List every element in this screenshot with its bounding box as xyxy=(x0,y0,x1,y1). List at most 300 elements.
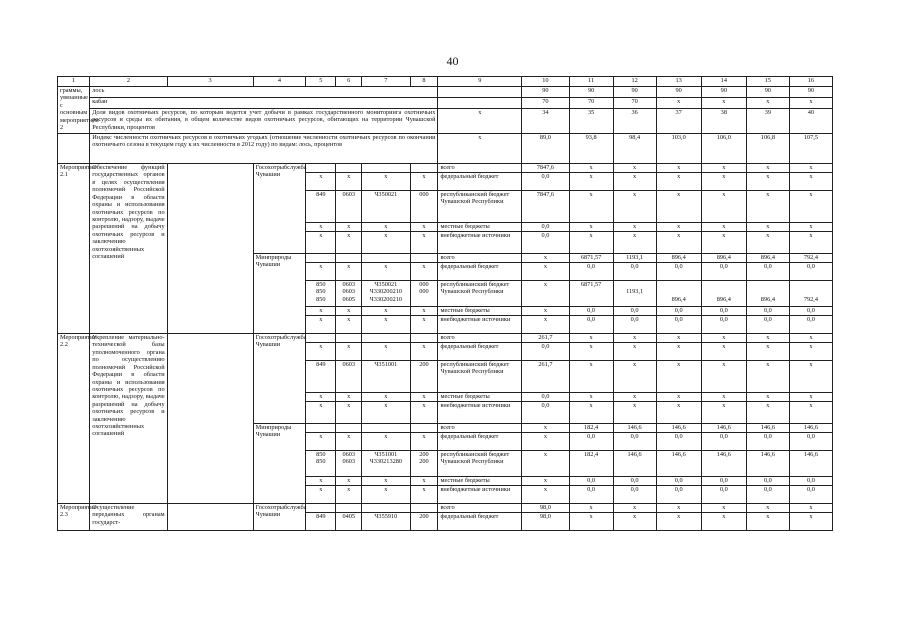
table-cell: 0,0 xyxy=(522,402,569,424)
table-cell: 146,6 xyxy=(701,424,746,433)
table-cell xyxy=(306,254,336,263)
table-cell: х xyxy=(336,307,362,316)
table-cell: х xyxy=(410,263,438,281)
table-cell: 0,0 xyxy=(701,263,746,281)
table-cell: 146,6 xyxy=(701,451,746,477)
table-cell: 0,0 xyxy=(569,307,613,316)
table-cell: Индекс численности охотничьих ресурсов в охотничьих угодьях (отношение численности охотничьих ресурсов по окончании охотничьего сезона в текущем году к их численности в 2012 году) по видам: лось, процентов xyxy=(90,134,438,164)
table-cell: х xyxy=(522,433,569,451)
table-cell: х xyxy=(306,223,336,232)
table-cell: кабан xyxy=(90,98,438,109)
table-cell: 70 xyxy=(522,98,569,109)
table-cell: 146,6 xyxy=(789,451,832,477)
table-cell: 0603 xyxy=(336,191,362,223)
table-cell: 103,0 xyxy=(656,134,701,164)
table-cell: Ч351001 xyxy=(362,361,410,393)
table-cell: 0405 xyxy=(336,513,362,531)
table-cell xyxy=(306,504,336,513)
responsible-org: Госохотрыбслужба Чувашии xyxy=(253,164,306,254)
table-cell xyxy=(362,334,410,343)
table-cell: 106,0 xyxy=(701,134,746,164)
funding-source: федеральный бюджет xyxy=(438,343,522,361)
table-cell: Ч351001 Ч330213280 xyxy=(362,451,410,477)
table-cell: х xyxy=(746,223,789,232)
table-cell: 0603 xyxy=(336,361,362,393)
table-cell: 35 xyxy=(569,109,613,134)
table-cell: х xyxy=(701,164,746,173)
table-cell: 261,7 xyxy=(522,334,569,343)
table-cell: х xyxy=(746,164,789,173)
table-cell: 90 xyxy=(656,87,701,98)
table-cell: х xyxy=(613,232,656,254)
table-cell: х xyxy=(656,334,701,343)
table-cell: х xyxy=(569,232,613,254)
table-cell: 0,0 xyxy=(522,173,569,191)
table-cell: 6871,57 xyxy=(569,254,613,263)
table-cell: 0,0 xyxy=(522,223,569,232)
table-cell: х xyxy=(522,254,569,263)
column-header: 11 xyxy=(569,77,613,87)
table-cell: х xyxy=(701,361,746,393)
table-cell: х xyxy=(336,223,362,232)
column-header: 6 xyxy=(336,77,362,87)
funding-source: внебюджетные источники xyxy=(438,316,522,334)
table-cell: х xyxy=(362,477,410,486)
table-cell: х xyxy=(410,173,438,191)
funding-source: внебюджетные источники xyxy=(438,486,522,504)
table-cell: х xyxy=(569,334,613,343)
table-cell: х xyxy=(789,191,832,223)
table-cell: х xyxy=(569,164,613,173)
table-row xyxy=(58,504,833,513)
table-cell: 0,0 xyxy=(701,486,746,504)
table-cell: х xyxy=(701,513,746,531)
table-cell: х xyxy=(362,263,410,281)
table-cell: 38 xyxy=(701,109,746,134)
table-cell: х xyxy=(522,263,569,281)
table-cell: 000 000 xyxy=(410,281,438,307)
table-row xyxy=(58,134,833,164)
table-cell: 849 xyxy=(306,361,336,393)
table-cell: х xyxy=(613,402,656,424)
table-cell xyxy=(410,504,438,513)
measure-code: Мероприятие 2.3 xyxy=(58,504,90,531)
table-cell: 0603 0603 xyxy=(336,451,362,477)
table-cell xyxy=(362,164,410,173)
table-cell: х xyxy=(522,486,569,504)
table-cell: 0,0 xyxy=(746,433,789,451)
table-cell: 0,0 xyxy=(569,263,613,281)
table-cell: 0,0 xyxy=(613,263,656,281)
table-cell: 896,4 xyxy=(746,254,789,263)
table-cell: х xyxy=(569,393,613,402)
table-cell: х xyxy=(789,361,832,393)
table-cell: х xyxy=(336,486,362,504)
table-cell: х xyxy=(789,334,832,343)
table-cell: х xyxy=(410,232,438,254)
table-cell: х xyxy=(522,424,569,433)
table-cell xyxy=(306,334,336,343)
table-cell: х xyxy=(336,316,362,334)
table-cell: 896,4 xyxy=(746,281,789,307)
table-cell: х xyxy=(746,513,789,531)
table-cell: х xyxy=(569,223,613,232)
table-cell: х xyxy=(336,402,362,424)
table-cell: 0,0 xyxy=(701,307,746,316)
table-cell xyxy=(336,504,362,513)
table-cell: 896,4 xyxy=(656,254,701,263)
table-cell: 0,0 xyxy=(656,307,701,316)
table-cell: х xyxy=(522,477,569,486)
measure-code: Мероприятие 2.2 xyxy=(58,334,90,504)
table-cell: х xyxy=(306,263,336,281)
table-cell: 0,0 xyxy=(746,477,789,486)
table-cell: 0,0 xyxy=(613,486,656,504)
table-cell: 000 xyxy=(410,191,438,223)
funding-source: федеральный бюджет xyxy=(438,173,522,191)
funding-source: внебюджетные источники xyxy=(438,402,522,424)
table-cell: х xyxy=(613,361,656,393)
table-cell: х xyxy=(306,433,336,451)
table-cell: 70 xyxy=(569,98,613,109)
table-cell xyxy=(167,504,253,531)
table-cell: 37 xyxy=(656,109,701,134)
funding-source: всего xyxy=(438,334,522,343)
table-row xyxy=(58,98,833,109)
funding-source: местные бюджеты xyxy=(438,393,522,402)
table-cell: 0,0 xyxy=(569,486,613,504)
table-cell: х xyxy=(569,402,613,424)
table-cell: х xyxy=(746,334,789,343)
table-cell: 98,0 xyxy=(522,513,569,531)
table-cell: 0,0 xyxy=(746,486,789,504)
table-row xyxy=(58,334,833,343)
table-cell: х xyxy=(522,281,569,307)
table-cell: 146,6 xyxy=(656,424,701,433)
table-cell: 7847,6 xyxy=(522,191,569,223)
table-cell xyxy=(410,164,438,173)
table-cell: 7847,6 xyxy=(522,164,569,173)
table-cell: 182,4 xyxy=(569,424,613,433)
table-cell: 0,0 xyxy=(701,477,746,486)
table-cell xyxy=(336,424,362,433)
table-cell: х xyxy=(410,393,438,402)
table-cell: 36 xyxy=(613,109,656,134)
table-cell: х xyxy=(336,477,362,486)
table-cell xyxy=(438,87,522,98)
table-cell: х xyxy=(362,402,410,424)
table-cell: 261,7 xyxy=(522,361,569,393)
table-cell: х xyxy=(410,307,438,316)
measure-code: Мероприятие 2.1 xyxy=(58,164,90,334)
funding-source: внебюджетные источники xyxy=(438,232,522,254)
table-cell: х xyxy=(701,191,746,223)
table-cell: 34 xyxy=(522,109,569,134)
table-cell: х xyxy=(656,504,701,513)
table-cell: х xyxy=(613,223,656,232)
table-cell: х xyxy=(746,232,789,254)
table-cell: х xyxy=(656,173,701,191)
table-cell: 146,6 xyxy=(613,451,656,477)
table-cell: 850 850 xyxy=(306,451,336,477)
table-cell: х xyxy=(789,232,832,254)
table-cell: 0,0 xyxy=(656,486,701,504)
table-cell: х xyxy=(701,393,746,402)
table-cell: х xyxy=(522,451,569,477)
table-cell: 849 xyxy=(306,191,336,223)
funding-source: федеральный бюджет xyxy=(438,433,522,451)
table-cell: х xyxy=(656,223,701,232)
table-cell: х xyxy=(656,164,701,173)
table-cell: х xyxy=(336,232,362,254)
table-cell: х xyxy=(656,513,701,531)
table-cell: 106,8 xyxy=(746,134,789,164)
table-cell: х xyxy=(701,232,746,254)
table-cell: 93,8 xyxy=(569,134,613,164)
responsible-org: Госохотрыбслужба Чувашии xyxy=(253,504,306,531)
table-cell: х xyxy=(746,98,789,109)
table-cell: 0,0 xyxy=(656,316,701,334)
table-cell: 0,0 xyxy=(522,232,569,254)
funding-source: республиканский бюджет Чувашской Республики xyxy=(438,451,522,477)
table-cell: 792,4 xyxy=(789,254,832,263)
table-cell: 6871,57 xyxy=(569,281,613,307)
column-header: 2 xyxy=(90,77,167,87)
table-cell: х xyxy=(789,164,832,173)
table-cell: х xyxy=(522,316,569,334)
table-cell: х xyxy=(306,477,336,486)
table-cell: х xyxy=(789,343,832,361)
funding-source: республиканский бюджет Чувашской Республики xyxy=(438,361,522,393)
table-cell: х xyxy=(746,504,789,513)
table-cell: х xyxy=(306,343,336,361)
table-cell: 0,0 xyxy=(701,316,746,334)
table-cell: х xyxy=(438,109,522,134)
table-cell: 0603 0603 0605 xyxy=(336,281,362,307)
table-cell: 0,0 xyxy=(613,477,656,486)
table-cell: х xyxy=(306,307,336,316)
table-cell: х xyxy=(569,173,613,191)
table-cell: 0,0 xyxy=(656,263,701,281)
column-header: 16 xyxy=(789,77,832,87)
table-cell: 90 xyxy=(569,87,613,98)
table-cell: 0,0 xyxy=(656,433,701,451)
table-cell: 39 xyxy=(746,109,789,134)
table-cell: х xyxy=(362,433,410,451)
table-cell: х xyxy=(438,134,522,164)
table-cell: 0,0 xyxy=(613,316,656,334)
table-cell: 146,6 xyxy=(746,451,789,477)
table-cell: 849 xyxy=(306,513,336,531)
table-cell: х xyxy=(613,164,656,173)
table-cell: х xyxy=(789,513,832,531)
funding-source: федеральный бюджет xyxy=(438,513,522,531)
table-cell: 0,0 xyxy=(789,486,832,504)
table-cell: х xyxy=(746,361,789,393)
table-cell: 0,0 xyxy=(789,433,832,451)
column-header: 3 xyxy=(167,77,253,87)
table-cell: Ч355910 xyxy=(362,513,410,531)
table-cell: х xyxy=(522,307,569,316)
table-cell: лось xyxy=(90,87,438,98)
table-cell: 0,0 xyxy=(522,393,569,402)
table-cell: х xyxy=(746,173,789,191)
table-cell: х xyxy=(410,433,438,451)
table-cell: х xyxy=(336,343,362,361)
table-cell: Доля видов охотничьих ресурсов, по которым ведется учет добычи в рамках государственного мониторинга охотничьих ресурсов и среды их обитания, в общем количестве видов охотничьих ресурсов, обитающих на территории Чувашской Республики, процентов xyxy=(90,109,438,134)
table-cell xyxy=(58,134,90,164)
table-cell: х xyxy=(613,343,656,361)
table-cell: 0,0 xyxy=(613,307,656,316)
funding-source: федеральный бюджет xyxy=(438,263,522,281)
table-cell xyxy=(362,254,410,263)
table-cell: х xyxy=(613,513,656,531)
table-cell: х xyxy=(746,343,789,361)
responsible-org: Минприроды Чувашии xyxy=(253,424,306,504)
table-cell: х xyxy=(410,486,438,504)
table-cell xyxy=(362,504,410,513)
table-cell: х xyxy=(701,504,746,513)
column-header: 1 xyxy=(58,77,90,87)
table-cell: х xyxy=(789,98,832,109)
table-cell: х xyxy=(306,393,336,402)
table-cell xyxy=(336,334,362,343)
table-cell: х xyxy=(362,316,410,334)
table-cell: х xyxy=(613,334,656,343)
funding-source: всего xyxy=(438,504,522,513)
table-cell: 1193,1 xyxy=(613,254,656,263)
table-cell: 850 850 850 xyxy=(306,281,336,307)
responsible-org: Госохотрыбслужба Чувашии xyxy=(253,334,306,424)
table-cell: х xyxy=(569,513,613,531)
table-cell: х xyxy=(569,361,613,393)
table-cell: 200 xyxy=(410,361,438,393)
table-cell: х xyxy=(656,393,701,402)
table-cell xyxy=(167,164,253,334)
table-cell xyxy=(336,164,362,173)
funding-source: местные бюджеты xyxy=(438,223,522,232)
table-cell: х xyxy=(410,223,438,232)
table-cell: 0,0 xyxy=(789,477,832,486)
table-cell: х xyxy=(362,173,410,191)
table-row xyxy=(58,109,833,134)
funding-source: местные бюджеты xyxy=(438,307,522,316)
table-cell: 0,0 xyxy=(746,316,789,334)
table-cell: х xyxy=(789,504,832,513)
column-header: 9 xyxy=(438,77,522,87)
responsible-org: Минприроды Чувашии xyxy=(253,254,306,334)
table-cell xyxy=(410,334,438,343)
table-cell: 0,0 xyxy=(701,433,746,451)
table-cell: х xyxy=(306,173,336,191)
table-cell: х xyxy=(569,191,613,223)
table-cell xyxy=(410,424,438,433)
table-cell: х xyxy=(306,232,336,254)
measure-description: Обеспечение функций государственных органов в целях осуществления полномочий Российской Федерации в области охраны и использования охотничьих ресурсов по контролю, надзору, выдаче разрешений на добычу охотничьих ресурсов и заключению охотхозяйственных соглашений xyxy=(90,164,167,334)
table-cell: х xyxy=(746,393,789,402)
table-cell: 0,0 xyxy=(569,477,613,486)
funding-source: местные бюджеты xyxy=(438,477,522,486)
table-cell: 1193,1 xyxy=(613,281,656,307)
table-cell: 792,4 xyxy=(789,281,832,307)
table-cell xyxy=(306,164,336,173)
table-cell: х xyxy=(656,98,701,109)
column-header: 12 xyxy=(613,77,656,87)
page-number: 40 xyxy=(446,54,459,68)
table-cell: х xyxy=(362,343,410,361)
table-cell: 89,0 xyxy=(522,134,569,164)
table-cell: х xyxy=(306,316,336,334)
table-cell: Ч350021 xyxy=(362,191,410,223)
table-cell: х xyxy=(656,191,701,223)
table-cell: 0,0 xyxy=(789,316,832,334)
table-cell xyxy=(167,334,253,504)
table-cell: 182,4 xyxy=(569,451,613,477)
table-row xyxy=(58,87,833,98)
table-cell: 0,0 xyxy=(746,263,789,281)
table-cell: х xyxy=(569,343,613,361)
table-cell: Ч350021 Ч330200210 Ч330200210 xyxy=(362,281,410,307)
table-cell: х xyxy=(410,316,438,334)
table-cell xyxy=(438,98,522,109)
table-cell: х xyxy=(569,504,613,513)
funding-source: республиканский бюджет Чувашской Республики xyxy=(438,191,522,223)
table-cell: х xyxy=(336,433,362,451)
table-cell: х xyxy=(701,173,746,191)
table-cell xyxy=(410,254,438,263)
table-row xyxy=(58,164,833,173)
program-table xyxy=(57,76,833,531)
table-cell: х xyxy=(336,263,362,281)
table-cell: 896,4 xyxy=(701,281,746,307)
table-cell: х xyxy=(362,486,410,504)
table-cell: 200 200 xyxy=(410,451,438,477)
table-cell: 90 xyxy=(522,87,569,98)
table-cell xyxy=(306,424,336,433)
table-cell: 98,4 xyxy=(613,134,656,164)
table-cell: х xyxy=(410,343,438,361)
table-cell: х xyxy=(656,402,701,424)
table-cell: х xyxy=(306,486,336,504)
table-cell: х xyxy=(656,343,701,361)
table-cell: 146,6 xyxy=(656,451,701,477)
table-cell: 70 xyxy=(613,98,656,109)
table-cell: 90 xyxy=(789,87,832,98)
table-cell: х xyxy=(410,477,438,486)
table-cell: х xyxy=(701,402,746,424)
column-header: 8 xyxy=(410,77,438,87)
table-cell: х xyxy=(656,361,701,393)
funding-source: всего xyxy=(438,424,522,433)
table-cell: 0,0 xyxy=(789,263,832,281)
column-header: 4 xyxy=(253,77,306,87)
table-cell: х xyxy=(410,402,438,424)
table-cell: 107,5 xyxy=(789,134,832,164)
table-cell: х xyxy=(746,191,789,223)
program-link-cell: граммы, увязанные с основным мероприятием 2 xyxy=(58,87,90,134)
table-cell: 98,0 xyxy=(522,504,569,513)
table-cell: х xyxy=(336,173,362,191)
funding-source: республиканский бюджет Чувашской Республики xyxy=(438,281,522,307)
header-row xyxy=(58,77,833,87)
table-cell: 896,4 xyxy=(701,254,746,263)
column-header: 15 xyxy=(746,77,789,87)
table-cell: х xyxy=(701,223,746,232)
column-header: 14 xyxy=(701,77,746,87)
table-cell: 0,0 xyxy=(569,316,613,334)
table-cell: 200 xyxy=(410,513,438,531)
table-cell: 146,6 xyxy=(746,424,789,433)
